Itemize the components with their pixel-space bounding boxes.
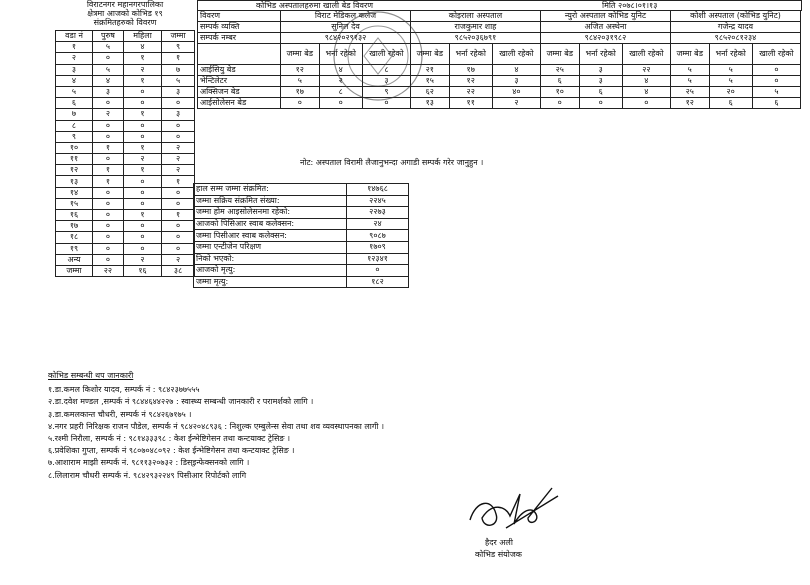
- ward-cell: ०: [123, 86, 161, 97]
- bed-subheader: खाली रहेको: [622, 44, 670, 65]
- summary-value: ९०८७: [347, 230, 409, 242]
- ward-cell: १: [123, 53, 161, 64]
- bed-subheader: भर्ना रहेको: [709, 44, 752, 65]
- bed-count-cell: २५: [670, 87, 709, 98]
- bed-count-cell: ४: [319, 65, 362, 76]
- ward-cell: २: [123, 154, 161, 165]
- ward-cell: ५: [162, 75, 195, 86]
- contact-number: ९८५२०८१२३४: [670, 33, 800, 44]
- bed-count-cell: ४: [622, 76, 670, 87]
- ward-cell: ३: [93, 86, 124, 97]
- ward-cell: १: [123, 165, 161, 176]
- ward-cell: ५: [93, 64, 124, 75]
- bed-count-cell: ०: [752, 65, 800, 76]
- ward-cell: ०: [162, 131, 195, 142]
- summary-table: [193, 183, 409, 288]
- bed-count-cell: २२: [622, 65, 670, 76]
- bed-count-cell: ५: [752, 87, 800, 98]
- ward-row: [56, 53, 195, 64]
- ward-row: [56, 210, 195, 221]
- ward-cell: ०: [123, 120, 161, 131]
- summary-row: [194, 276, 409, 288]
- contact-line: ५.रश्मी निरौला, सम्पर्क नं : ९८१४३३३९८ : केश ईन्भेष्टिगेसन तथा कन्टयाक्ट ट्रेसिङ ।: [48, 434, 291, 444]
- ward-header-cell: महिला: [123, 31, 161, 42]
- ward-cell: ४: [93, 75, 124, 86]
- contact-number: ९८५२०३६७९१: [410, 33, 540, 44]
- bed-subheader: भर्ना रहेको: [579, 44, 622, 65]
- bed-count-cell: ४: [622, 87, 670, 98]
- ward-cell: ०: [162, 187, 195, 198]
- ward-title-line2: क्षेत्रमा आजको कोभिड १९: [87, 9, 163, 18]
- hospital-name: न्युरो अस्पताल कोभिड युनिट: [540, 11, 670, 22]
- ward-cell: ०: [123, 187, 161, 198]
- contact-line: ६.प्रवेशिका गुप्ता, सम्पर्क नं ९८०७०४८०९२ : केश ईन्भेष्टिगेसन तथा कन्टयाक्ट ट्रेसिङ ।: [48, 446, 295, 456]
- bed-count-cell: २१: [410, 65, 449, 76]
- bed-count-cell: ०: [752, 76, 800, 87]
- bed-count-cell: ५: [709, 65, 752, 76]
- contact-line: १.डा.कमल किशोर यादव, सम्पर्क नं : ९८४२३७७५५५: [48, 385, 200, 395]
- bed-count-cell: ५: [670, 65, 709, 76]
- bed-count-cell: ०: [622, 98, 670, 109]
- ward-row: [56, 254, 195, 265]
- bed-count-cell: ३: [579, 65, 622, 76]
- ward-cell: ०: [93, 131, 124, 142]
- ward-cell: २: [162, 165, 195, 176]
- ward-row: [56, 98, 195, 109]
- bed-count-cell: १२: [281, 65, 320, 76]
- bed-type-label: भेन्टिलेटर: [198, 76, 281, 87]
- ward-cell: ०: [162, 98, 195, 109]
- bed-count-cell: ११: [449, 98, 492, 109]
- ward-cell: १७: [56, 221, 93, 232]
- summary-label: जम्मा मृत्यु:: [194, 276, 347, 288]
- bed-count-cell: २०: [709, 87, 752, 98]
- ward-cell: ७: [162, 64, 195, 75]
- ward-cell: ०: [93, 210, 124, 221]
- summary-label: जम्मा सक्रिय संक्रमित संख्या:: [194, 195, 347, 207]
- hospital-name: कोइराला अस्पताल: [410, 11, 540, 22]
- summary-label: आजको मृत्यु:: [194, 265, 347, 277]
- ward-cell: ०: [162, 243, 195, 254]
- bed-count-cell: १७: [281, 87, 320, 98]
- ward-cell: १८: [56, 232, 93, 243]
- ward-cell: ०: [93, 120, 124, 131]
- bed-count-cell: १५: [410, 76, 449, 87]
- hospital-note: नोट: अस्पताल विरामी लैजानुभन्दा अगाडी सम्पर्क गरेर जानुहुन ।: [300, 158, 484, 167]
- ward-section-title: [55, 0, 195, 27]
- bed-row: [198, 98, 801, 109]
- summary-value: १७०९: [347, 241, 409, 253]
- office-stamp-image: [330, 8, 426, 104]
- summary-label: जम्मा पिसीआर स्वाब कलेक्सन:: [194, 230, 347, 242]
- signatory-name: हैदर अली: [485, 538, 513, 547]
- ward-cell: १: [123, 142, 161, 153]
- ward-cell: ०: [123, 176, 161, 187]
- ward-cell: ०: [162, 120, 195, 131]
- contact-line: ७.आशाराम माझी सम्पर्क नं. ९८११३२०७३२ : डिस्इन्फेक्सनको लागि ।: [48, 458, 250, 468]
- bed-subheader: भर्ना रहेको: [449, 44, 492, 65]
- bed-count-cell: ६: [752, 98, 800, 109]
- bed-count-cell: २५: [540, 65, 579, 76]
- ward-cell: २: [56, 53, 93, 64]
- bed-count-cell: ३: [492, 76, 540, 87]
- summary-label: हाल सम्म जम्मा संक्रमित:: [194, 184, 347, 196]
- summary-row: [194, 265, 409, 277]
- summary-row: [194, 218, 409, 230]
- ward-cell: ६: [56, 98, 93, 109]
- ward-cell: २: [93, 109, 124, 120]
- bed-subheader: जम्मा बेड: [670, 44, 709, 65]
- ward-cell: १: [93, 165, 124, 176]
- bed-row: [198, 87, 801, 98]
- ward-cell: १४: [56, 187, 93, 198]
- ward-cell: १: [123, 109, 161, 120]
- subheader-blank: [198, 44, 281, 65]
- bed-count-cell: १०: [540, 87, 579, 98]
- summary-value: २२७३: [347, 207, 409, 219]
- hospital-report-date: मिति २०७८।०१।१३: [602, 1, 658, 10]
- ward-cell: २: [162, 142, 195, 153]
- bed-count-cell: ८: [362, 65, 410, 76]
- ward-cell: ०: [93, 221, 124, 232]
- ward-cell: ९: [162, 42, 195, 53]
- signatory-title: कोभिड संयोजक: [475, 550, 522, 559]
- ward-cell: १: [162, 53, 195, 64]
- ward-cell: १९: [56, 243, 93, 254]
- contact-line: ८.लिलाराम चौधरी सम्पर्क नं. ९८४२९३२२४९ पिसीआर रिपोर्टको लागि: [48, 470, 247, 480]
- hospital-name: विराट मेडिकल कलेज: [281, 11, 411, 22]
- contact-number: ९८४२०३१९८२: [540, 33, 670, 44]
- bed-subheader: खाली रहेको: [752, 44, 800, 65]
- ward-cell: ०: [93, 154, 124, 165]
- ward-cell: ०: [123, 131, 161, 142]
- ward-cell: ०: [162, 232, 195, 243]
- contact-person-label: सम्पर्क व्यक्ति: [198, 22, 281, 33]
- hospital-table: [197, 10, 801, 109]
- ward-cell: ०: [123, 232, 161, 243]
- bed-count-cell: ०: [540, 98, 579, 109]
- summary-row: [194, 241, 409, 253]
- bed-count-cell: १७: [449, 65, 492, 76]
- summary-row: [194, 230, 409, 242]
- ward-cell: अन्य: [56, 254, 93, 265]
- bed-count-cell: ३: [362, 76, 410, 87]
- ward-cell: ४: [123, 42, 161, 53]
- summary-label: जम्मा एन्टीजेन परिक्षण: [194, 241, 347, 253]
- contact-line: ४.नगर प्रहरी निरिक्षक राजन पौडेल, सम्पर्क नं ९८४२०४८९३६ : निशुल्क एम्बुलेन्स सेवा तथा शव व्यवस्थापनका लागी ।: [48, 421, 384, 431]
- ward-row: [56, 42, 195, 53]
- ward-row: [56, 131, 195, 142]
- ward-cell: १: [93, 142, 124, 153]
- ward-title-line3: संक्रमितहरुको विवरण: [93, 18, 157, 27]
- ward-row: [56, 64, 195, 75]
- ward-row: [56, 154, 195, 165]
- bed-count-cell: २२: [449, 87, 492, 98]
- contact-person: राजकुमार शाह: [410, 22, 540, 33]
- summary-row: [194, 184, 409, 196]
- summary-label: निको भएको:: [194, 253, 347, 265]
- bed-count-cell: ०: [281, 98, 320, 109]
- bed-subheader: खाली रहेको: [362, 44, 410, 65]
- ward-cell: १: [123, 75, 161, 86]
- ward-cell: ०: [93, 98, 124, 109]
- ward-cell: ११: [56, 154, 93, 165]
- contact-info-section: [48, 370, 608, 482]
- contact-person: गजेन्द्र यादव: [670, 22, 800, 33]
- ward-cell: ०: [123, 198, 161, 209]
- bed-count-cell: ८: [319, 87, 362, 98]
- summary-value: २४: [347, 218, 409, 230]
- ward-cell: ०: [93, 243, 124, 254]
- summary-value: ०: [347, 265, 409, 277]
- contact-line: २.डा.दवेश मण्डल ,सम्पर्क नं ९८४४६४४२२७ : स्वास्थ्य सम्बन्धी जानकारी र परामर्शको लागि ।: [48, 397, 314, 407]
- bed-count-cell: १२: [449, 76, 492, 87]
- ward-cell: ०: [162, 198, 195, 209]
- bed-count-cell: ०: [579, 98, 622, 109]
- ward-row: [56, 176, 195, 187]
- bed-count-cell: ६: [579, 87, 622, 98]
- bed-count-cell: २: [319, 76, 362, 87]
- contact-number-label: सम्पर्क नम्बर: [198, 33, 281, 44]
- bed-count-cell: १३: [410, 98, 449, 109]
- ward-row: [56, 221, 195, 232]
- ward-header-cell: पुरुष: [93, 31, 124, 42]
- bed-count-cell: ३: [579, 76, 622, 87]
- ward-row: [56, 232, 195, 243]
- ward-cell: ७: [56, 109, 93, 120]
- ward-cell: २: [123, 254, 161, 265]
- ward-row: [56, 120, 195, 131]
- summary-label: जम्मा होम आइसोलेसनमा रहेको:: [194, 207, 347, 219]
- bed-count-cell: ४०: [492, 87, 540, 98]
- ward-cell: जम्मा: [56, 265, 93, 276]
- summary-row: [194, 195, 409, 207]
- bed-row: [198, 76, 801, 87]
- ward-cell: ९: [56, 131, 93, 142]
- ward-cell: ५: [56, 86, 93, 97]
- ward-cell: १: [162, 176, 195, 187]
- ward-cell: ०: [93, 198, 124, 209]
- ward-header-cell: वडा नं: [56, 31, 93, 42]
- ward-cell: २२: [93, 265, 124, 276]
- bed-subheader: जम्मा बेड: [410, 44, 449, 65]
- summary-value: १४७६८: [347, 184, 409, 196]
- ward-cell: १५: [56, 198, 93, 209]
- bed-count-cell: ५: [281, 76, 320, 87]
- bed-type-label: आईसियु बेड: [198, 65, 281, 76]
- signature-image: [462, 480, 562, 536]
- ward-cell: ३: [162, 86, 195, 97]
- ward-cell: ८: [56, 120, 93, 131]
- summary-row: [194, 253, 409, 265]
- bed-count-cell: ६: [709, 98, 752, 109]
- ward-cell: १६: [123, 265, 161, 276]
- contact-info-heading: कोभिड सम्बन्धी थप जानकारी: [48, 371, 134, 380]
- ward-cell: ०: [123, 98, 161, 109]
- bed-count-cell: ९: [362, 87, 410, 98]
- contact-person: अजित अस्थेना: [540, 22, 670, 33]
- ward-cell: १०: [56, 142, 93, 153]
- ward-cell: १३: [56, 176, 93, 187]
- ward-cell: १: [56, 42, 93, 53]
- bed-count-cell: १२: [670, 98, 709, 109]
- ward-cell: ०: [123, 243, 161, 254]
- bed-count-cell: ६: [540, 76, 579, 87]
- ward-cell: ३८: [162, 265, 195, 276]
- bed-count-cell: ०: [319, 98, 362, 109]
- contact-number: ९८४२०२९१३२: [281, 33, 411, 44]
- bed-type-label: आईसोलेसन बेड: [198, 98, 281, 109]
- bed-count-cell: ५: [670, 76, 709, 87]
- ward-cell: ५: [93, 42, 124, 53]
- summary-label: आजको पिसिआर स्वाब कलेक्सन:: [194, 218, 347, 230]
- hospital-name: कोशी अस्पताल (कोभिड युनिट): [670, 11, 800, 22]
- ward-title-line1: विराटनगर महानगरपालिका: [86, 0, 164, 9]
- ward-cell: २: [162, 154, 195, 165]
- ward-cell: १: [123, 210, 161, 221]
- ward-row: [56, 86, 195, 97]
- ward-cell: ०: [162, 221, 195, 232]
- bed-type-label: अक्सिजन बेड: [198, 87, 281, 98]
- ward-row: [56, 165, 195, 176]
- col-label: विवरण: [198, 11, 281, 22]
- bed-subheader: जम्मा बेड: [281, 44, 320, 65]
- hospital-section-title: कोभिड अस्पतालहरुमा खाली बेड विवरण: [256, 1, 374, 10]
- ward-row: [56, 109, 195, 120]
- bed-count-cell: ५: [709, 76, 752, 87]
- ward-header-cell: जम्मा: [162, 31, 195, 42]
- contact-person: सुनिल देव: [281, 22, 411, 33]
- ward-cell: ०: [93, 187, 124, 198]
- ward-cell: १: [162, 210, 195, 221]
- bed-count-cell: २: [492, 98, 540, 109]
- ward-cell: ३: [162, 109, 195, 120]
- ward-cell: १६: [56, 210, 93, 221]
- ward-cell: ०: [93, 254, 124, 265]
- ward-cell: २: [123, 64, 161, 75]
- contact-line: ३.डा.कमलकान्त चौधरी, सम्पर्क नं ९८४२६७१७५ ।: [48, 409, 192, 419]
- ward-cell: ३: [56, 64, 93, 75]
- ward-row: [56, 142, 195, 153]
- bed-row: [198, 65, 801, 76]
- ward-row: [56, 243, 195, 254]
- ward-cell: ०: [123, 221, 161, 232]
- summary-value: १२३४१: [347, 253, 409, 265]
- ward-cell: १: [93, 176, 124, 187]
- ward-cell: १२: [56, 165, 93, 176]
- summary-value: २२४५: [347, 195, 409, 207]
- summary-value: १८२: [347, 276, 409, 288]
- ward-cell: ०: [93, 53, 124, 64]
- bed-count-cell: ०: [362, 98, 410, 109]
- ward-row: [56, 75, 195, 86]
- bed-subheader: खाली रहेको: [492, 44, 540, 65]
- ward-table: [55, 30, 195, 277]
- ward-row: [56, 198, 195, 209]
- bed-subheader: जम्मा बेड: [540, 44, 579, 65]
- ward-row: [56, 187, 195, 198]
- ward-cell: २: [162, 254, 195, 265]
- ward-cell: ४: [56, 75, 93, 86]
- ward-row: [56, 265, 195, 276]
- bed-subheader: भर्ना रहेको: [319, 44, 362, 65]
- bed-count-cell: ४: [492, 65, 540, 76]
- bed-count-cell: ६२: [410, 87, 449, 98]
- ward-cell: ०: [93, 232, 124, 243]
- summary-row: [194, 207, 409, 219]
